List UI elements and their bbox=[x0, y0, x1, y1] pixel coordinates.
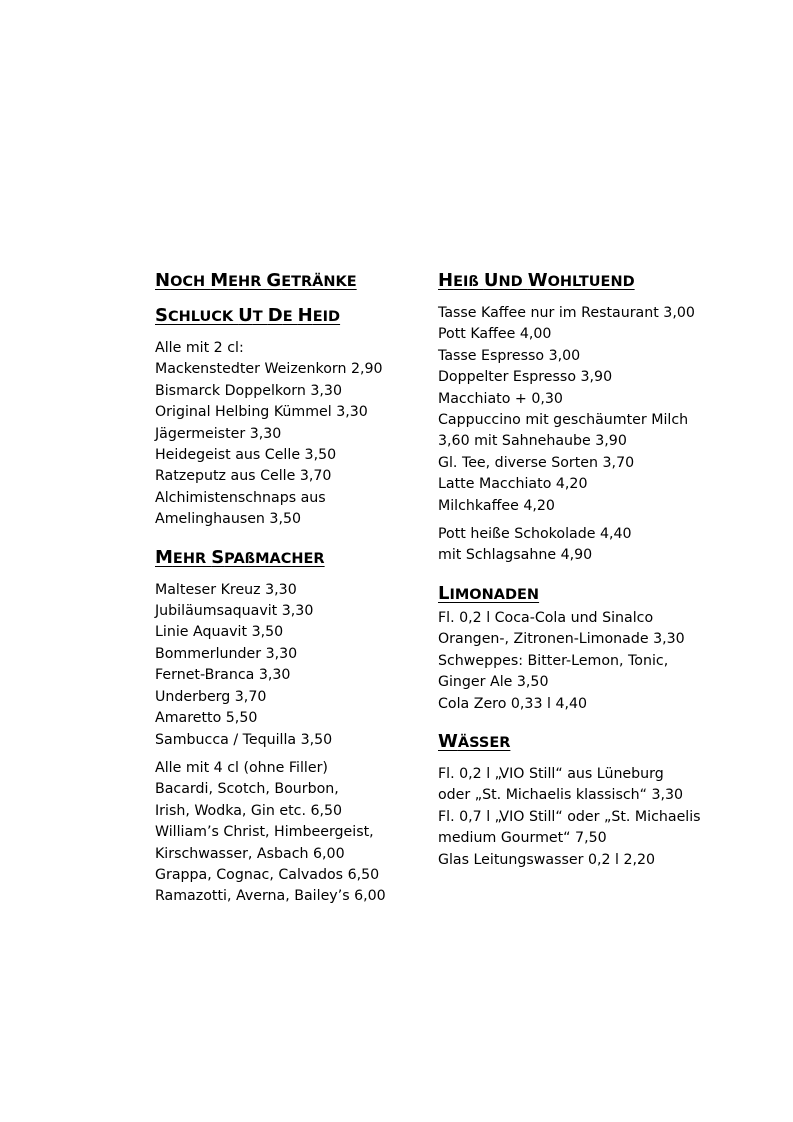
heading-small-caps: CHLUCK bbox=[167, 309, 239, 325]
heading-small-caps: EIß bbox=[453, 274, 484, 290]
menu-list-limonaden bbox=[438, 608, 738, 715]
menu-item: Kirschwasser, Asbach 6,00 bbox=[155, 845, 345, 862]
heading-initial: H bbox=[297, 305, 313, 326]
menu-item: Amelinghausen 3,50 bbox=[155, 511, 302, 528]
menu-item: Jubiläumsaquavit 3,30 bbox=[155, 603, 314, 620]
menu-item: Underberg 3,70 bbox=[155, 688, 267, 705]
menu-item: Milchkaffee 4,20 bbox=[438, 497, 555, 514]
heading-small-caps: PAßMACHER bbox=[224, 550, 325, 567]
heading-initial: U bbox=[238, 305, 253, 326]
menu-item: Irish, Wodka, Gin etc. 6,50 bbox=[155, 802, 343, 819]
section-heading-mehr-spassmacher bbox=[155, 545, 420, 572]
menu-item: Latte Macchiato 4,20 bbox=[438, 476, 588, 493]
heading-initial: S bbox=[155, 305, 168, 326]
heading-small-caps: ND bbox=[498, 274, 528, 290]
section-heading-noch-mehr-getraenke bbox=[155, 268, 420, 295]
menu-item: Jägermeister 3,30 bbox=[155, 425, 282, 442]
menu-item: Alle mit 4 cl (ohne Filler) bbox=[155, 759, 328, 776]
heading-initial: D bbox=[267, 305, 283, 326]
heading-initial: G bbox=[266, 270, 282, 291]
menu-list-chocolate bbox=[438, 524, 738, 567]
heading-small-caps: EID bbox=[312, 309, 341, 325]
menu-item: Orangen-, Zitronen-Limonade 3,30 bbox=[438, 631, 685, 648]
menu-item: Fl. 0,2 l Coca-Cola und Sinalco bbox=[438, 609, 654, 626]
menu-item: 3,60 mit Sahnehaube 3,90 bbox=[438, 433, 627, 450]
heading-small-caps: T bbox=[252, 309, 268, 325]
menu-item: Glas Leitungswasser 0,2 l 2,20 bbox=[438, 851, 656, 868]
menu-item: Cola Zero 0,33 l 4,40 bbox=[438, 695, 588, 712]
heading-initial: N bbox=[155, 270, 171, 291]
menu-item: Amaretto 5,50 bbox=[155, 710, 258, 727]
heading-initial: U bbox=[483, 270, 499, 291]
menu-item: Ramazotti, Averna, Bailey’s 6,00 bbox=[155, 888, 386, 905]
heading-small-caps: EHR bbox=[228, 274, 267, 290]
heading-initial: S bbox=[211, 546, 225, 568]
section-heading-limonaden bbox=[438, 581, 738, 608]
section-heading-schluck-ut-de-heid bbox=[155, 303, 420, 330]
menu-item: Fl. 0,7 l „VIO Still“ oder „St. Michaelis bbox=[438, 808, 701, 825]
section-heading-waesser bbox=[438, 729, 738, 756]
menu-list-hot-drinks bbox=[438, 303, 738, 517]
menu-item: William’s Christ, Himbeergeist, bbox=[155, 824, 374, 841]
heading-initial: M bbox=[155, 546, 173, 568]
menu-item: Cappuccino mit geschäumter Milch bbox=[438, 412, 689, 429]
heading-initial: W bbox=[438, 730, 458, 752]
menu-item: Schweppes: Bitter-Lemon, Tonic, bbox=[438, 652, 669, 669]
menu-item: oder „St. Michaelis klassisch“ 3,30 bbox=[438, 787, 684, 804]
menu-item: Malteser Kreuz 3,30 bbox=[155, 581, 297, 598]
left-column bbox=[155, 268, 420, 908]
menu-item: Ginger Ale 3,50 bbox=[438, 674, 549, 691]
menu-list-spirits-4cl bbox=[155, 758, 420, 908]
heading-small-caps: EHR bbox=[172, 550, 212, 567]
menu-item: Fl. 0,2 l „VIO Still“ aus Lüneburg bbox=[438, 765, 664, 782]
menu-item: Sambucca / Tequilla 3,50 bbox=[155, 731, 333, 748]
heading-small-caps: OCH bbox=[170, 274, 211, 290]
menu-item: Alle mit 2 cl: bbox=[155, 340, 244, 356]
menu-item: medium Gourmet“ 7,50 bbox=[438, 830, 607, 847]
menu-item: Macchiato + 0,30 bbox=[438, 390, 563, 407]
menu-item: mit Schlagsahne 4,90 bbox=[438, 547, 593, 564]
heading-small-caps: E bbox=[282, 309, 298, 325]
heading-small-caps: ETRÄNKE bbox=[281, 274, 357, 290]
menu-item: Pott heiße Schokolade 4,40 bbox=[438, 526, 632, 543]
menu-item: Ratzeputz aus Celle 3,70 bbox=[155, 468, 332, 485]
menu-item: Bommerlunder 3,30 bbox=[155, 645, 298, 662]
menu-list-waesser bbox=[438, 764, 738, 871]
menu-item: Pott Kaffee 4,00 bbox=[438, 326, 552, 343]
heading-small-caps: ÄSSER bbox=[457, 734, 511, 751]
menu-item: Doppelter Espresso 3,90 bbox=[438, 369, 613, 386]
heading-initial: H bbox=[438, 270, 454, 291]
menu-item: Gl. Tee, diverse Sorten 3,70 bbox=[438, 454, 635, 471]
menu-item: Tasse Kaffee nur im Restaurant 3,00 bbox=[438, 305, 695, 321]
heading-initial: M bbox=[210, 270, 229, 291]
right-column bbox=[438, 268, 738, 871]
menu-item: Heidegeist aus Celle 3,50 bbox=[155, 447, 337, 464]
heading-initial: W bbox=[527, 270, 548, 291]
menu-item: Grappa, Cognac, Calvados 6,50 bbox=[155, 866, 380, 883]
heading-initial: L bbox=[438, 582, 450, 604]
menu-item: Tasse Espresso 3,00 bbox=[438, 347, 581, 364]
section-heading-heiss-und-wohltuend bbox=[438, 268, 738, 295]
heading-small-caps: IMONADEN bbox=[449, 586, 540, 603]
heading-small-caps: OHLTUEND bbox=[547, 274, 635, 290]
menu-item: Original Helbing Kümmel 3,30 bbox=[155, 404, 368, 421]
menu-item: Fernet-Branca 3,30 bbox=[155, 667, 291, 684]
menu-item: Alchimistenschnaps aus bbox=[155, 489, 326, 506]
menu-item: Bismarck Doppelkorn 3,30 bbox=[155, 382, 342, 399]
menu-item: Mackenstedter Weizenkorn 2,90 bbox=[155, 361, 383, 378]
menu-list-spassmacher bbox=[155, 580, 420, 751]
menu-list-schnaps-2cl bbox=[155, 338, 420, 531]
menu-item: Bacardi, Scotch, Bourbon, bbox=[155, 781, 339, 798]
menu-item: Linie Aquavit 3,50 bbox=[155, 624, 284, 641]
